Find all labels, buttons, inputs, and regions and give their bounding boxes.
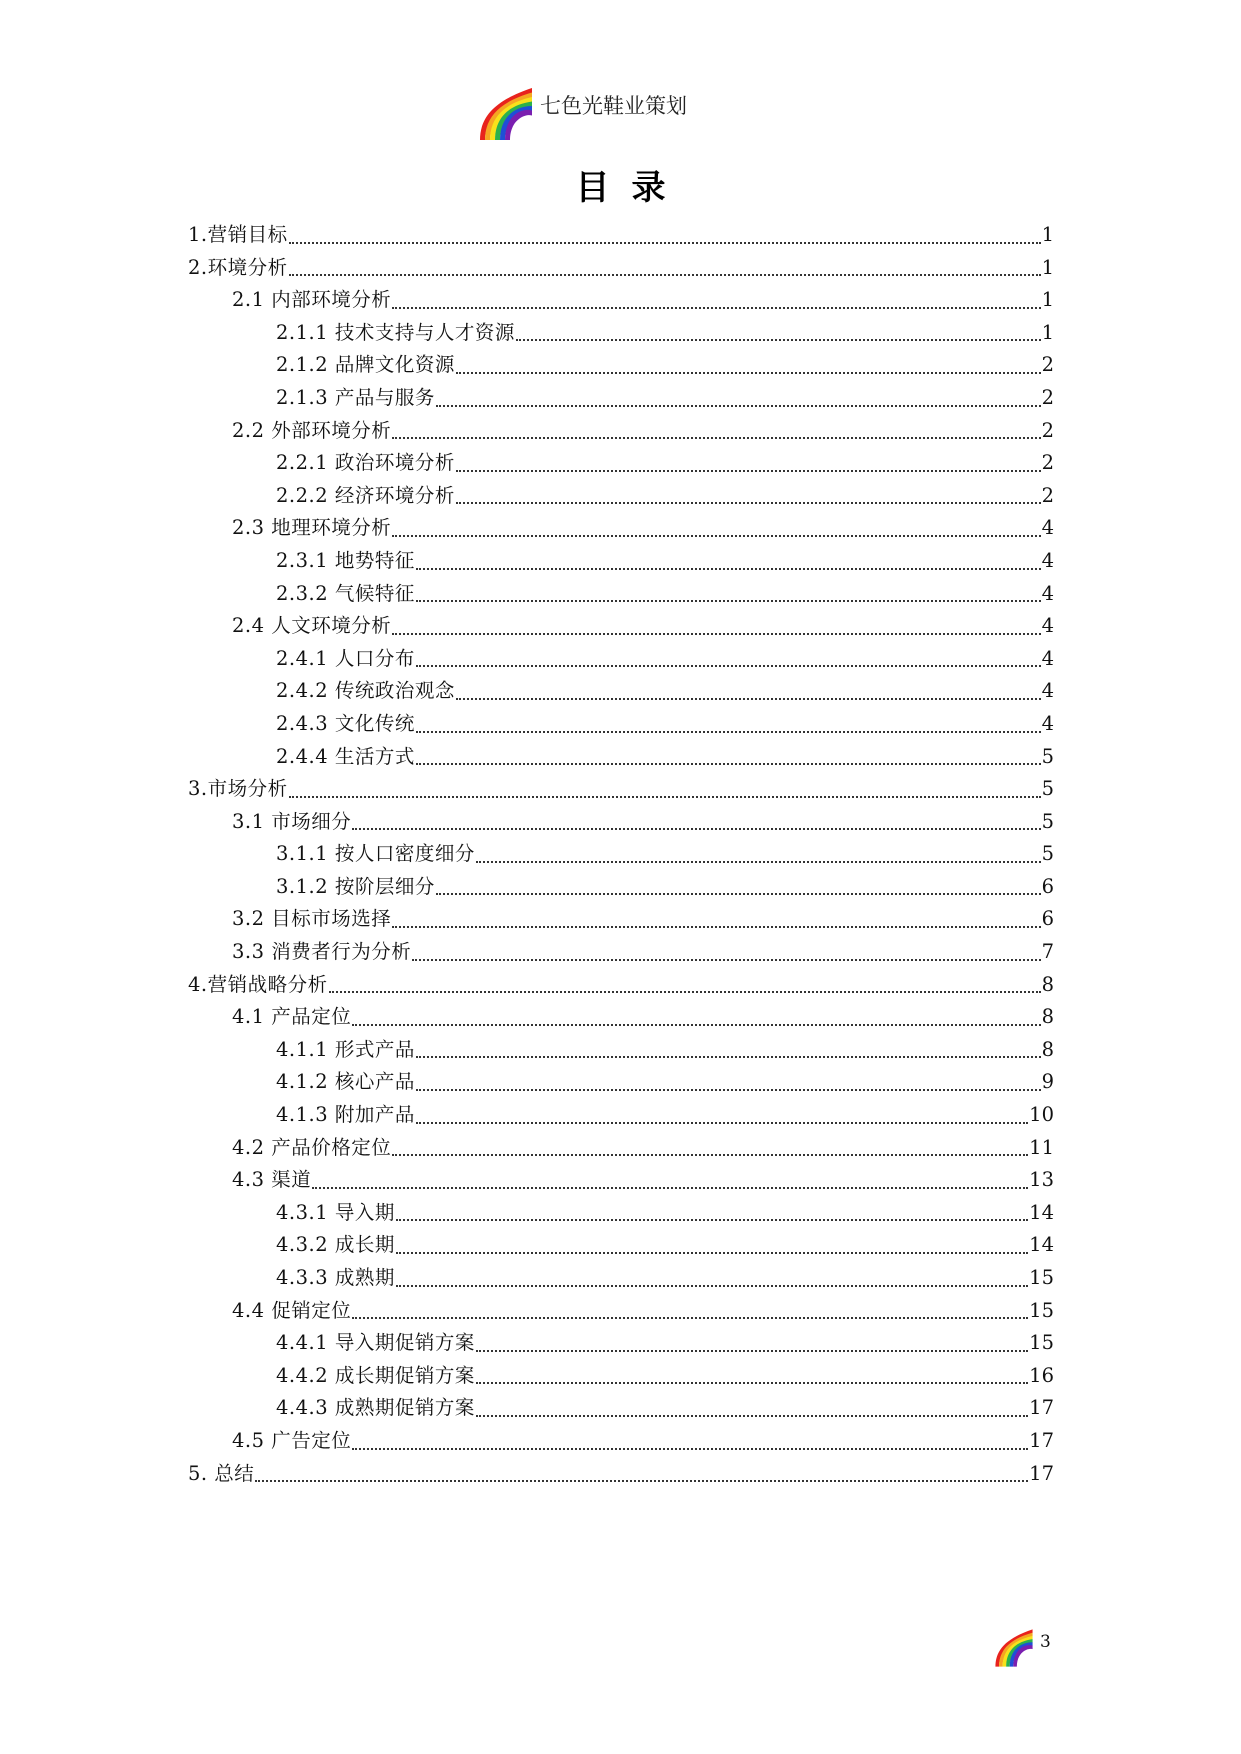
toc-entry-page: 5 (1041, 842, 1054, 866)
toc-entry-page: 9 (1041, 1070, 1054, 1094)
toc-entry-page: 4 (1041, 646, 1054, 670)
toc-entry[interactable] (188, 838, 1054, 871)
toc-dot-leader (416, 567, 1041, 570)
toc-entry-label: 3.1.1 按人口密度细分 (276, 842, 475, 866)
toc-dot-leader (416, 1055, 1041, 1058)
toc-entry[interactable] (188, 806, 1054, 839)
toc-entry-label: 2.1.2 品牌文化资源 (276, 353, 455, 377)
toc-entry[interactable] (188, 1458, 1054, 1491)
toc-entry-page: 2 (1041, 353, 1054, 377)
table-of-contents (188, 219, 1054, 1490)
toc-entry-page: 16 (1029, 1363, 1054, 1387)
toc-entry-page: 4 (1041, 679, 1054, 703)
toc-dot-leader (396, 1218, 1028, 1221)
toc-entry-label: 2.2 外部环境分析 (232, 418, 392, 442)
toc-entry[interactable] (188, 1327, 1054, 1360)
toc-entry-page: 7 (1041, 940, 1054, 964)
toc-entry-label: 2.2.1 政治环境分析 (276, 451, 455, 475)
toc-entry[interactable] (188, 1425, 1054, 1458)
toc-entry-label: 4.4.3 成熟期促销方案 (276, 1396, 475, 1420)
toc-dot-leader (476, 1381, 1028, 1384)
toc-entry[interactable] (188, 610, 1054, 643)
toc-entry[interactable] (188, 1229, 1054, 1262)
toc-entry[interactable] (188, 447, 1054, 480)
toc-entry[interactable] (188, 1262, 1054, 1295)
toc-entry[interactable] (188, 545, 1054, 578)
toc-entry[interactable] (188, 1392, 1054, 1425)
rainbow-stripes-logo-icon (992, 1628, 1036, 1668)
toc-dot-leader (392, 925, 1040, 928)
toc-entry-label: 4.1.2 核心产品 (276, 1070, 415, 1094)
toc-dot-leader (255, 1479, 1028, 1482)
toc-entry[interactable] (188, 219, 1054, 252)
toc-entry-page: 14 (1029, 1200, 1054, 1224)
toc-dot-leader (289, 795, 1041, 798)
toc-entry-label: 3.1.2 按阶层细分 (276, 874, 435, 898)
toc-entry-label: 4.1.3 附加产品 (276, 1103, 415, 1127)
toc-dot-leader (416, 762, 1041, 765)
toc-entry-label: 2.4 人文环境分析 (232, 614, 392, 638)
toc-dot-leader (456, 469, 1041, 472)
toc-entry-page: 10 (1029, 1103, 1054, 1127)
toc-entry-page: 15 (1029, 1266, 1054, 1289)
toc-entry[interactable] (188, 382, 1054, 415)
brand-name: 七色光鞋业策划 (540, 94, 687, 118)
toc-dot-leader (456, 371, 1041, 374)
toc-entry[interactable] (188, 1034, 1054, 1067)
toc-entry-page: 1 (1041, 288, 1054, 312)
toc-entry-label: 4.3.1 导入期 (276, 1200, 395, 1224)
toc-entry[interactable] (188, 643, 1054, 676)
page-number: 3 (1040, 1632, 1051, 1652)
toc-entry[interactable] (188, 969, 1054, 1002)
toc-entry[interactable] (188, 1001, 1054, 1034)
toc-entry-page: 2 (1041, 483, 1054, 507)
toc-dot-leader (416, 1121, 1028, 1124)
page-footer (992, 1628, 1051, 1668)
toc-entry[interactable] (188, 1164, 1054, 1197)
toc-entry[interactable] (188, 480, 1054, 513)
toc-entry-label: 2.3 地理环境分析 (232, 516, 392, 540)
toc-entry-page: 6 (1041, 907, 1054, 931)
toc-entry[interactable] (188, 675, 1054, 708)
toc-entry-page: 5 (1041, 777, 1054, 801)
toc-entry-label: 2.3.2 气候特征 (276, 581, 415, 605)
toc-dot-leader (352, 1023, 1040, 1026)
toc-dot-leader (456, 501, 1041, 504)
toc-entry-page: 4 (1041, 548, 1054, 572)
toc-entry[interactable] (188, 252, 1054, 285)
toc-entry-label: 4.5 广告定位 (232, 1428, 352, 1452)
toc-entry[interactable] (188, 741, 1054, 774)
toc-entry-label: 4.营销战略分析 (188, 972, 328, 996)
toc-entry[interactable] (188, 317, 1054, 350)
toc-entry-label: 4.4.1 导入期促销方案 (276, 1331, 475, 1355)
toc-entry-label: 2.4.2 传统政治观念 (276, 679, 455, 703)
toc-entry-page: 1 (1041, 223, 1054, 246)
toc-entry[interactable] (188, 903, 1054, 936)
toc-entry[interactable] (188, 936, 1054, 969)
toc-dot-leader (436, 892, 1041, 895)
page-title: 目录 (575, 168, 688, 208)
toc-dot-leader (396, 1284, 1028, 1287)
toc-entry-label: 3.3 消费者行为分析 (232, 940, 412, 964)
toc-entry-page: 15 (1029, 1331, 1054, 1355)
toc-entry-label: 2.4.4 生活方式 (276, 744, 415, 768)
toc-dot-leader (516, 338, 1041, 341)
toc-dot-leader (412, 958, 1040, 961)
toc-entry-label: 3.2 目标市场选择 (232, 907, 392, 931)
toc-entry-label: 3.市场分析 (188, 777, 288, 801)
toc-dot-leader (352, 1447, 1028, 1450)
toc-entry[interactable] (188, 708, 1054, 741)
toc-entry[interactable] (188, 578, 1054, 611)
toc-dot-leader (392, 632, 1040, 635)
toc-entry-page: 1 (1041, 320, 1054, 344)
toc-entry-label: 2.1.3 产品与服务 (276, 385, 435, 409)
toc-dot-leader (456, 697, 1041, 700)
toc-entry-page: 5 (1041, 744, 1054, 768)
toc-entry[interactable] (188, 1066, 1054, 1099)
toc-entry-page: 6 (1041, 874, 1054, 898)
toc-entry-page: 17 (1029, 1428, 1054, 1452)
toc-entry[interactable] (188, 1295, 1054, 1328)
toc-dot-leader (312, 1186, 1028, 1189)
toc-dot-leader (416, 664, 1041, 667)
toc-entry[interactable] (188, 284, 1054, 317)
toc-entry[interactable] (188, 1099, 1054, 1132)
toc-entry-page: 14 (1029, 1233, 1054, 1257)
toc-entry-label: 2.2.2 经济环境分析 (276, 483, 455, 507)
toc-entry-page: 8 (1041, 972, 1054, 996)
toc-dot-leader (329, 990, 1041, 993)
toc-entry[interactable] (188, 349, 1054, 382)
toc-entry-label: 4.3 渠道 (232, 1168, 312, 1192)
rainbow-stripes-logo-icon (476, 86, 536, 142)
toc-dot-leader (476, 860, 1041, 863)
toc-entry-page: 15 (1029, 1298, 1054, 1322)
toc-entry-label: 2.环境分析 (188, 255, 288, 279)
toc-entry[interactable] (188, 871, 1054, 904)
page-header (476, 86, 687, 142)
toc-dot-leader (476, 1414, 1028, 1417)
toc-entry-label: 2.4.3 文化传统 (276, 711, 415, 735)
toc-dot-leader (476, 1349, 1028, 1352)
toc-entry[interactable] (188, 512, 1054, 545)
toc-entry-label: 4.4.2 成长期促销方案 (276, 1363, 475, 1387)
toc-dot-leader (392, 306, 1040, 309)
toc-dot-leader (392, 436, 1040, 439)
toc-entry[interactable] (188, 1360, 1054, 1393)
toc-entry-page: 11 (1029, 1135, 1054, 1159)
toc-entry-label: 4.4 促销定位 (232, 1298, 352, 1322)
toc-dot-leader (352, 827, 1040, 830)
toc-entry-page: 13 (1029, 1168, 1054, 1192)
toc-entry-label: 4.2 产品价格定位 (232, 1135, 392, 1159)
toc-entry-label: 1.营销目标 (188, 223, 288, 246)
toc-dot-leader (352, 1316, 1028, 1319)
toc-entry-label: 3.1 市场细分 (232, 809, 352, 833)
toc-dot-leader (396, 1251, 1028, 1254)
toc-dot-leader (392, 534, 1040, 537)
toc-entry[interactable] (188, 1197, 1054, 1230)
toc-entry-label: 4.3.2 成长期 (276, 1233, 395, 1257)
toc-entry-page: 4 (1041, 516, 1054, 540)
toc-entry-page: 4 (1041, 581, 1054, 605)
toc-entry-label: 4.1 产品定位 (232, 1005, 352, 1029)
toc-entry-page: 1 (1041, 255, 1054, 279)
toc-entry-label: 4.3.3 成熟期 (276, 1266, 395, 1289)
toc-dot-leader (436, 404, 1041, 407)
toc-dot-leader (392, 1153, 1028, 1156)
toc-entry-label: 2.1 内部环境分析 (232, 288, 392, 312)
toc-entry[interactable] (188, 773, 1054, 806)
toc-entry-page: 2 (1041, 385, 1054, 409)
toc-dot-leader (416, 1088, 1041, 1091)
toc-entry-page: 17 (1029, 1396, 1054, 1420)
toc-entry-page: 2 (1041, 451, 1054, 475)
toc-entry[interactable] (188, 415, 1054, 448)
toc-entry-page: 17 (1029, 1461, 1054, 1485)
toc-entry-page: 5 (1041, 809, 1054, 833)
toc-entry-page: 2 (1041, 418, 1054, 442)
toc-entry-page: 8 (1041, 1037, 1054, 1061)
toc-entry-label: 4.1.1 形式产品 (276, 1037, 415, 1061)
toc-entry-page: 8 (1041, 1005, 1054, 1029)
toc-dot-leader (416, 730, 1041, 733)
toc-entry-page: 4 (1041, 614, 1054, 638)
toc-entry-label: 5. 总结 (188, 1461, 255, 1485)
toc-entry-label: 2.3.1 地势特征 (276, 548, 415, 572)
toc-entry[interactable] (188, 1132, 1054, 1165)
toc-entry-label: 2.1.1 技术支持与人才资源 (276, 320, 515, 344)
toc-dot-leader (289, 241, 1041, 244)
toc-dot-leader (416, 599, 1041, 602)
toc-entry-label: 2.4.1 人口分布 (276, 646, 415, 670)
toc-entry-page: 4 (1041, 711, 1054, 735)
toc-dot-leader (289, 273, 1041, 276)
